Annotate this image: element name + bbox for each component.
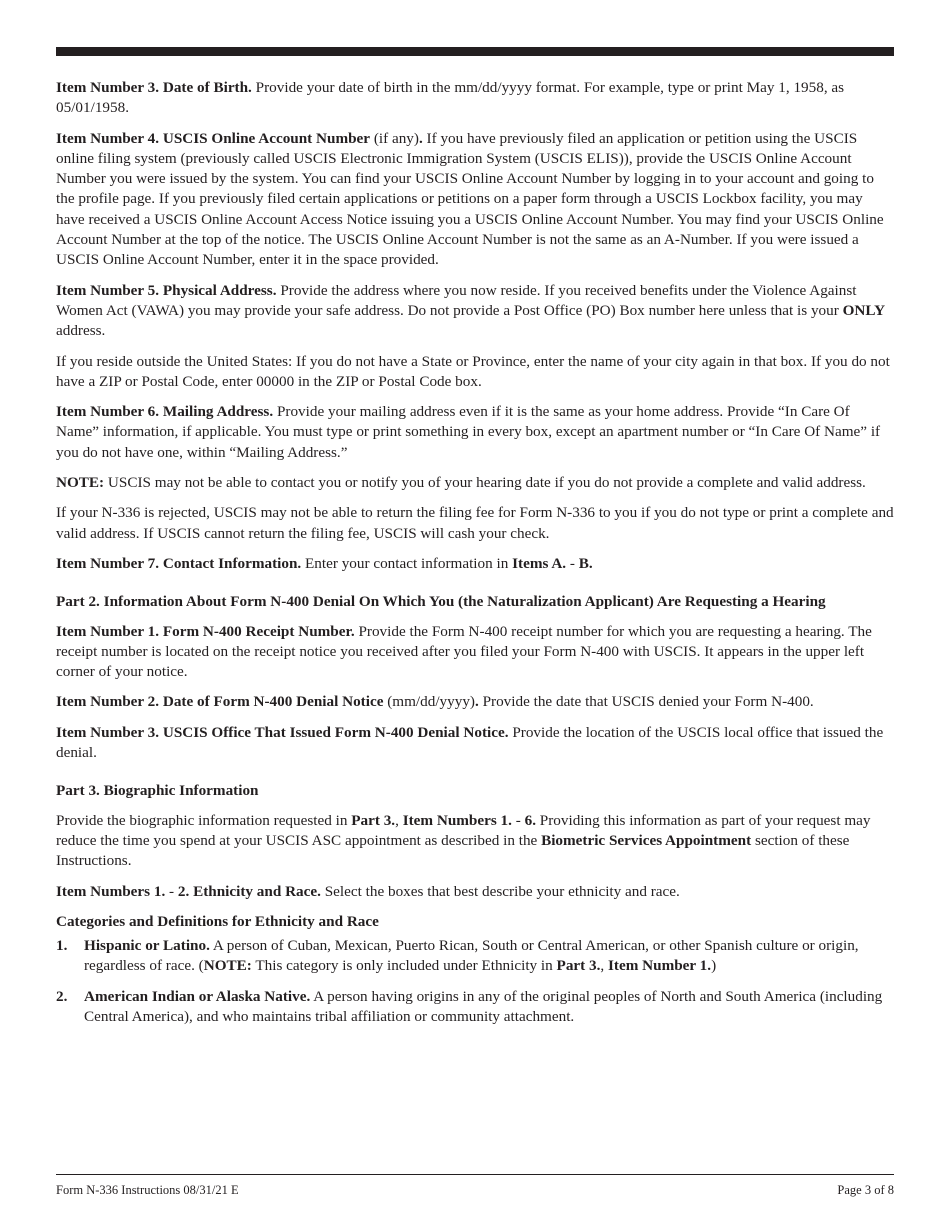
list-item-number: 1.: [56, 937, 68, 955]
item-date-of-birth: Item Number 3. Date of Birth. Provide your date of birth in the mm/dd/yyyy format. For example, type or print May 1, 1958, as 05/01/1958.: [56, 79, 845, 117]
item-physical-address: Item Number 5. Physical Address. Provide the address where you now reside. If you received benefits under the Violence Against Women Act (VAWA) you may provide your safe address. Do not provide a Post Office (PO) Box number here unless that is your ONLY address.: [56, 281, 886, 340]
item-online-account-number: Item Number 4. USCIS Online Account Number (if any). If you have previously filed an application or petition using the USCIS online filing system (previously called USCIS Electronic Immigration System (USCIS ELIS)), provide the USCIS Online Account Number you were issued by the system. You can find your USCIS Online Account Number by logging in to your account and going to the profile page. If you previously filed certain applications or petitions on a paper form through a USCIS Lockbox facility, you may have received a USCIS Online Account Access Notice issuing you a USCIS Online Account Number. You may find your USCIS Online Account Number at the top of the notice. The USCIS Online Account Number is not the same as an A-Number. If you were issued a USCIS Online Account Number, enter it in the space provided.: [56, 129, 884, 269]
list-item: [56, 936, 894, 977]
rejected-paragraph: If your N-336 is rejected, USCIS may not be able to return the filing fee for Form N-336 to you if you do not type or print a complete and valid address. If USCIS cannot return the filing fee, USCIS will cash your check.: [56, 504, 894, 542]
item-receipt-number: Item Number 1. Form N-400 Receipt Number. Provide the Form N-400 receipt number for which you are requesting a hearing. The receipt number is located on the receipt notice you received after you filed your Form N-400 with USCIS. It appears in the upper left corner of your notice.: [56, 622, 872, 681]
part3-intro: Provide the biographic information requested in Part 3., Item Numbers 1. - 6. Providing this information as part of your request may reduce the time you spend at your USCIS ASC appointment as described in the Biometric Services Appointment section of these Instructions.: [56, 811, 871, 870]
note-paragraph: NOTE: USCIS may not be able to contact you or notify you of your hearing date if you do not provide a complete and valid address.: [56, 474, 866, 492]
page-footer: [56, 1183, 894, 1198]
list-item-number: 2.: [56, 987, 68, 1005]
page-content: [56, 78, 894, 1037]
item-denial-notice-date: Item Number 2. Date of Form N-400 Denial Notice (mm/dd/yyyy). Provide the date that USCIS denied your Form N-400.: [56, 693, 814, 711]
categories-heading: Categories and Definitions for Ethnicity and Race: [56, 912, 379, 930]
item-ethnicity-race: Item Numbers 1. - 2. Ethnicity and Race. Select the boxes that best describe your ethnicity and race.: [56, 882, 680, 900]
footer-form-id: Form N-336 Instructions 08/31/21 E: [56, 1183, 239, 1197]
outside-us-paragraph: If you reside outside the United States: If you do not have a State or Province, enter the name of your city again in that box. If you do not have a ZIP or Postal Code, enter 00000 in the ZIP or Postal Code box.: [56, 352, 890, 390]
footer-rule: [56, 1174, 894, 1175]
footer-page-number: Page 3 of 8: [837, 1183, 894, 1197]
list-item-text: Hispanic or Latino. A person of Cuban, Mexican, Puerto Rican, South or Central American, or other Spanish culture or origin, regardless of race. (NOTE: This category is only included under Ethnicity in Part 3., Item Number 1.): [84, 937, 859, 975]
list-item: [56, 987, 894, 1028]
item-mailing-address: Item Number 6. Mailing Address. Provide your mailing address even if it is the same as your home address. Provide “In Care Of Name” information, if applicable. You must type or print something in every box, except an apartment number or “In Care Of Name” if you do not have one, within “Mailing Address.”: [56, 403, 881, 461]
item-issuing-office: Item Number 3. USCIS Office That Issued Form N-400 Denial Notice. Provide the location of the USCIS local office that issued the denial.: [56, 723, 884, 762]
part3-title: Part 3. Biographic Information: [56, 782, 259, 800]
list-item-text: American Indian or Alaska Native. A person having origins in any of the original peoples of North and South America (including Central America), and who maintains tribal affiliation or community attachment.: [84, 987, 883, 1025]
item-contact-information: Item Number 7. Contact Information. Enter your contact information in Items A. - B.: [56, 554, 593, 572]
part2-title: Part 2. Information About Form N-400 Denial On Which You (the Naturalization Applicant) Are Requesting a Hearing: [56, 593, 826, 611]
top-rule: [56, 47, 894, 56]
